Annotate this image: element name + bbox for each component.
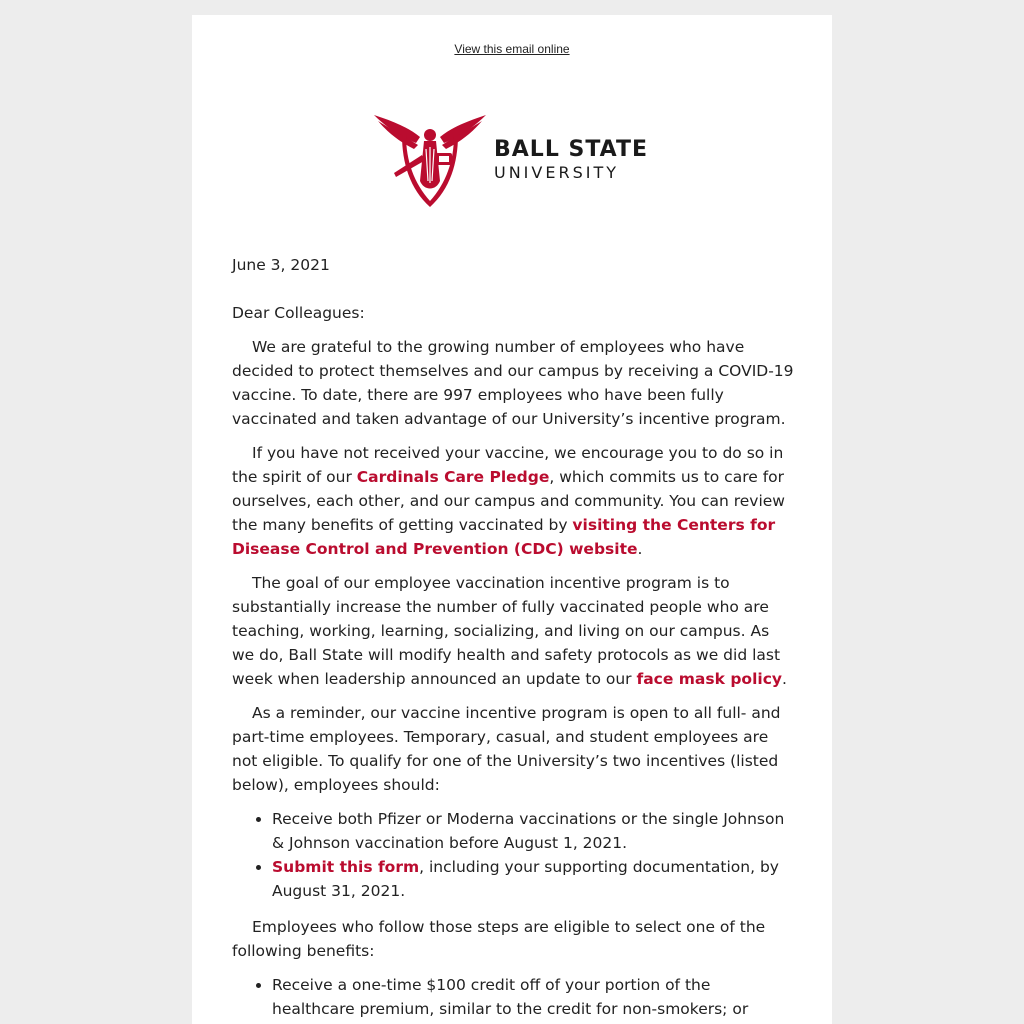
face-mask-policy-link[interactable]: face mask policy (636, 670, 782, 688)
logo-line-2: UNIVERSITY (494, 163, 619, 182)
paragraph-4: As a reminder, our vaccine incentive program is open to all full- and part-time employees. Temporary, casual, and student employees are not eligible. To qualify for one of the University’s two incentives (listed below), employees should: (232, 704, 781, 794)
submit-form-link[interactable]: Submit this form (272, 858, 420, 876)
cardinals-care-pledge-link[interactable]: Cardinals Care Pledge (356, 468, 550, 486)
salutation: Dear Colleagues: (232, 304, 365, 322)
cardinal-beneficence-icon (372, 111, 488, 211)
paragraph-1: We are grateful to the growing number of employees who have decided to protect themselves and our campus by receiving a COVID-19 vaccine. To date, there are 997 employees who have been fully vaccinated and taken advantage of our University’s incentive program. (232, 338, 794, 428)
paragraph-3-text-b: . (782, 670, 787, 688)
logo-line-1: BALL STATE (494, 137, 648, 162)
list-item: • Receive both Pfizer or Moderna vaccinations or the single Johnson & Johnson vaccination before August 1, 2021. (272, 807, 794, 855)
cdc-website-link[interactable]: visiting the Centers for Disease Control and Prevention (CDC) website (232, 516, 776, 558)
letter-body (232, 253, 794, 1024)
university-logo (372, 111, 652, 211)
letter-date: June 3, 2021 (232, 256, 330, 274)
eligibility-steps-list (232, 807, 794, 903)
email-card (192, 15, 832, 1024)
paragraph-3-text-a: The goal of our employee vaccination incentive program is to substantially increase the number of fully vaccinated people who are teaching, working, learning, socializing, and living on our campus. As we do, Ball State will modify health and safety protocols as we did last week when leadership announced an update to our (232, 574, 781, 688)
logo-wordmark (494, 137, 654, 183)
list-item: • Receive a one-time $100 credit off of your portion of the healthcare premium, similar to the credit for non-smokers; or (272, 973, 794, 1021)
benefits-list (232, 973, 794, 1021)
paragraph-2-text-c: . (637, 540, 643, 558)
paragraph-2 (232, 441, 794, 561)
view-online-link[interactable]: View this email online (454, 42, 570, 56)
paragraph-2-text-a: If you have not received your vaccine, we encourage you to do so in the spirit of our (232, 444, 784, 486)
paragraph-2-text-b: , which commits us to care for ourselves, each other, and our campus and community. You can review the many benefits of getting vaccinated by (232, 468, 785, 534)
paragraph-3 (232, 571, 794, 691)
list-item (272, 855, 794, 903)
paragraph-5: Employees who follow those steps are eligible to select one of the following benefits: (232, 918, 766, 960)
list-item-text: , including your supporting documentation, by August 31, 2021. (272, 858, 779, 900)
